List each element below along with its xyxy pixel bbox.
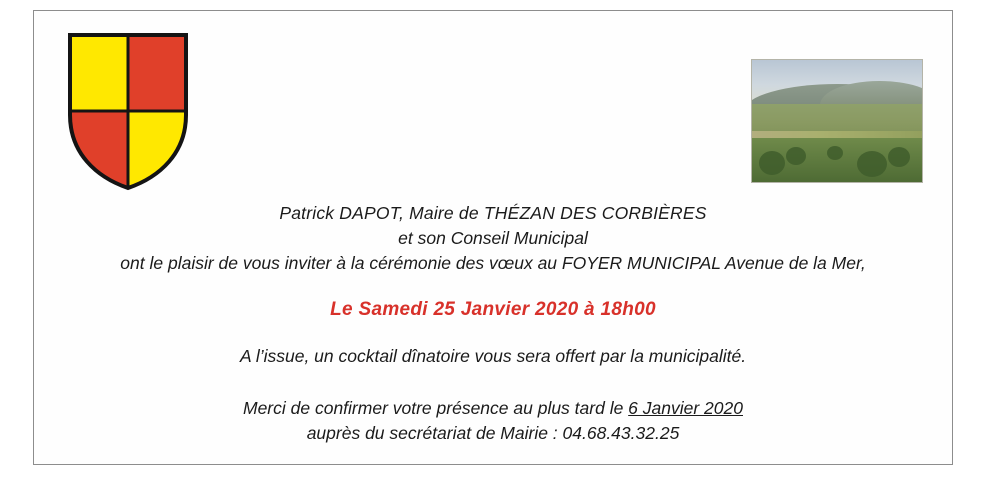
spacer bbox=[34, 369, 952, 396]
photo-tree bbox=[759, 151, 785, 175]
rsvp-deadline-date: 6 Janvier 2020 bbox=[628, 398, 743, 418]
invitation-line-cocktail: A l’issue, un cocktail dînatoire vous sera offert par la municipalité. bbox=[239, 346, 747, 366]
village-landscape-photo bbox=[751, 59, 923, 183]
invitation-text bbox=[34, 201, 952, 446]
photo-tree bbox=[827, 146, 843, 160]
photo-tree bbox=[786, 147, 806, 165]
rsvp-prefix: Merci de confirmer votre présence au plus tard le bbox=[243, 398, 629, 418]
invitation-line-invite: ont le plaisir de vous inviter à la cérémonie des vœux au FOYER MUNICIPAL Avenue de la Mer, bbox=[120, 253, 866, 273]
invitation-line-rsvp bbox=[34, 396, 952, 421]
invitation-line-council: et son Conseil Municipal bbox=[398, 228, 588, 248]
invitation-line-contact: auprès du secrétariat de Mairie : 04.68.43.32.25 bbox=[306, 423, 680, 443]
coat-of-arms-icon bbox=[64, 29, 192, 194]
invitation-line-mayor: Patrick DAPOT, Maire de THÉZAN DES CORBIÈRES bbox=[279, 203, 707, 223]
invitation-date-highlight: Le Samedi 25 Janvier 2020 à 18h00 bbox=[330, 299, 656, 320]
invitation-card bbox=[33, 10, 953, 465]
spacer bbox=[34, 322, 952, 344]
